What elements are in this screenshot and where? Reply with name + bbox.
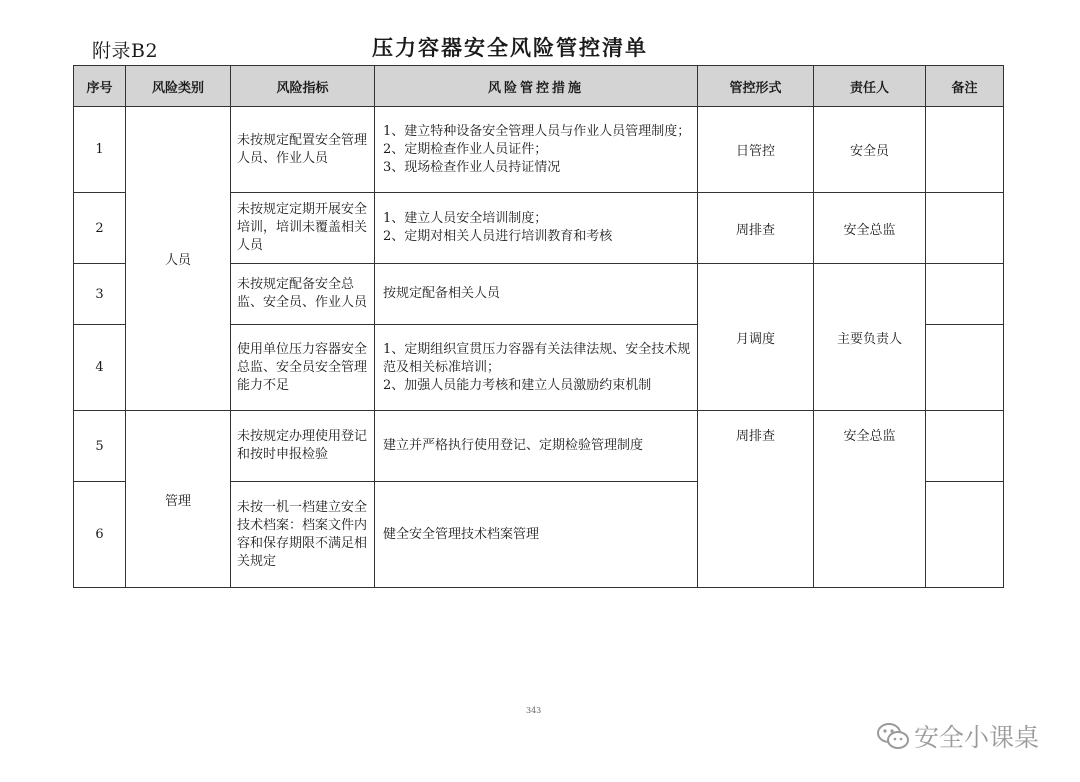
responsible-person: 安全员 bbox=[814, 107, 926, 193]
risk-indicator: 未按规定配备安全总监、安全员、作业人员 bbox=[231, 264, 375, 325]
control-measures bbox=[375, 411, 698, 482]
table-header-row bbox=[74, 66, 1004, 107]
row-number: 3 bbox=[74, 264, 126, 325]
row-number: 5 bbox=[74, 411, 126, 482]
control-form: 周排查 bbox=[698, 411, 814, 588]
control-measures bbox=[375, 325, 698, 411]
page-number: 343 bbox=[526, 706, 542, 715]
risk-indicator: 使用单位压力容器安全总监、安全员安全管理能力不足 bbox=[231, 325, 375, 411]
watermark bbox=[876, 718, 1039, 754]
header-owner: 责任人 bbox=[814, 66, 926, 107]
measure-line: 1、建立特种设备安全管理人员与作业人员管理制度； bbox=[383, 123, 691, 139]
row-number: 6 bbox=[74, 482, 126, 588]
risk-indicator: 未按规定配置安全管理人员、作业人员 bbox=[231, 107, 375, 193]
header-indicator: 风险指标 bbox=[231, 66, 375, 107]
remarks-cell bbox=[926, 482, 1004, 588]
control-measures bbox=[375, 193, 698, 264]
remarks-cell bbox=[926, 325, 1004, 411]
header-remarks: 备注 bbox=[926, 66, 1004, 107]
category-cell: 管理 bbox=[126, 411, 231, 588]
header-no: 序号 bbox=[74, 66, 126, 107]
measure-line: 2、定期检查作业人员证件； bbox=[383, 141, 548, 157]
row-number: 4 bbox=[74, 325, 126, 411]
remarks-cell bbox=[926, 264, 1004, 325]
risk-indicator: 未按一机一档建立安全技术档案：档案文件内容和保存期限不满足相关规定 bbox=[231, 482, 375, 588]
remarks-cell bbox=[926, 411, 1004, 482]
responsible-person: 主要负责人 bbox=[814, 264, 926, 411]
control-measures bbox=[375, 482, 698, 588]
header-category: 风险类别 bbox=[126, 66, 231, 107]
measure-line: 按规定配备相关人员 bbox=[383, 286, 501, 301]
header-measures: 风险管控措施 bbox=[375, 66, 698, 107]
header-form: 管控形式 bbox=[698, 66, 814, 107]
measure-line: 1、建立人员安全培训制度； bbox=[383, 211, 548, 226]
category-cell: 人员 bbox=[126, 107, 231, 411]
measure-line: 1、定期组织宣贯压力容器有关法律法规、安全技术规范及相关标准培训； bbox=[383, 341, 691, 375]
table-row bbox=[74, 107, 1004, 193]
row-number: 1 bbox=[74, 107, 126, 193]
appendix-label: 附录B2 bbox=[92, 40, 159, 62]
measure-line: 2、加强人员能力考核和建立人员激励约束机制 bbox=[383, 377, 652, 393]
remarks-cell bbox=[926, 107, 1004, 193]
measure-line: 2、定期对相关人员进行培训教育和考核 bbox=[383, 229, 613, 244]
control-measures bbox=[375, 107, 698, 193]
control-form: 月调度 bbox=[698, 264, 814, 411]
document-title: 压力容器安全风险管控清单 bbox=[372, 36, 648, 60]
risk-indicator: 未按规定定期开展安全培训，培训未覆盖相关人员 bbox=[231, 193, 375, 264]
row-number: 2 bbox=[74, 193, 126, 264]
risk-control-table bbox=[73, 65, 1004, 588]
wechat-icon bbox=[876, 721, 910, 751]
remarks-cell bbox=[926, 193, 1004, 264]
measure-line: 健全安全管理技术档案管理 bbox=[383, 526, 540, 542]
responsible-person: 安全总监 bbox=[814, 411, 926, 588]
control-form: 周排查 bbox=[698, 193, 814, 264]
watermark-text: 安全小课桌 bbox=[914, 723, 1040, 752]
control-measures bbox=[375, 264, 698, 325]
measure-line: 3、现场检查作业人员持证情况 bbox=[383, 159, 561, 175]
responsible-person: 安全总监 bbox=[814, 193, 926, 264]
table-row bbox=[74, 411, 1004, 482]
control-form: 日管控 bbox=[698, 107, 814, 193]
measure-line: 建立并严格执行使用登记、定期检验管理制度 bbox=[383, 438, 644, 453]
risk-indicator: 未按规定办理使用登记和按时申报检验 bbox=[231, 411, 375, 482]
